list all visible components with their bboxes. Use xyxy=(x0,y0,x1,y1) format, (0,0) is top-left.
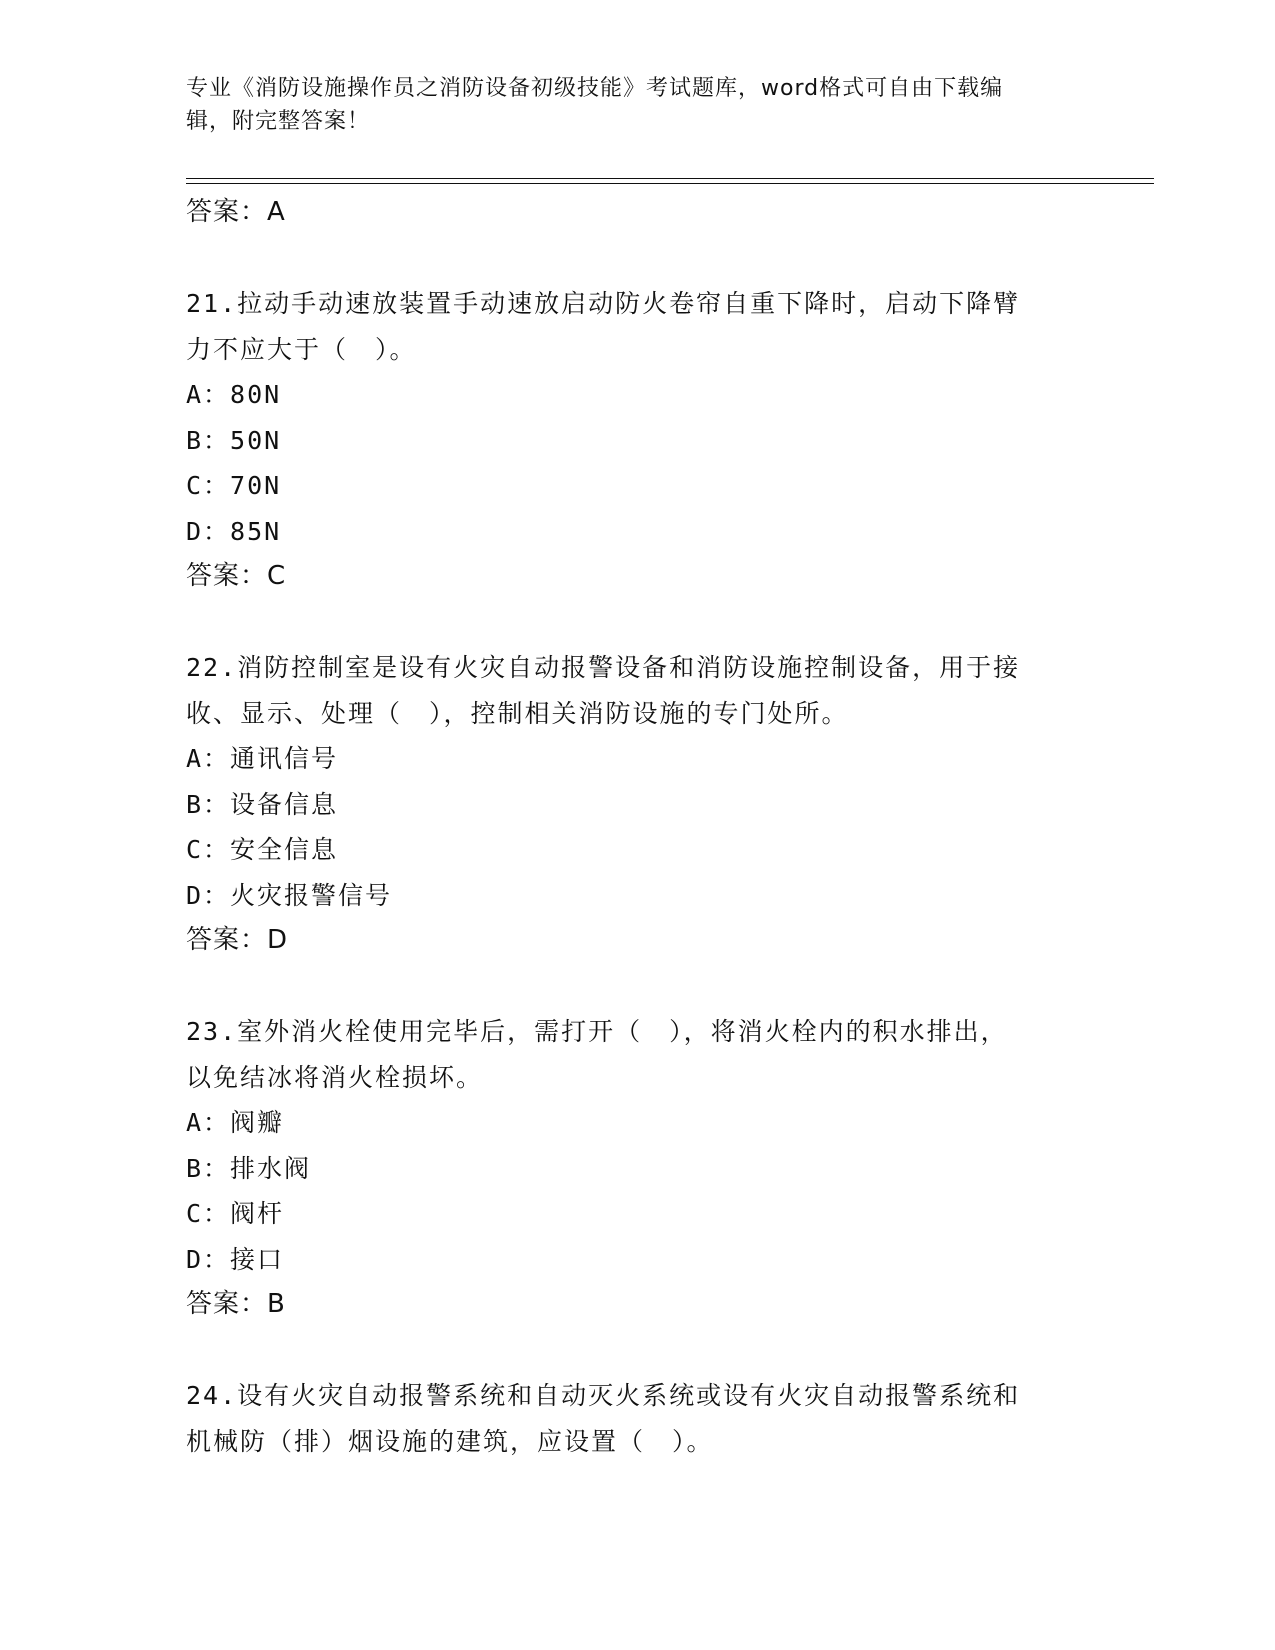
question-21 xyxy=(186,281,1086,600)
question-stem: 21.拉动手动速放装置手动速放启动防火卷帘自重下降时，启动下降臂 xyxy=(186,289,1021,318)
answer-line: 答案：A xyxy=(186,197,286,227)
header-line-1: 专业《消防设施操作员之消防设备初级技能》考试题库，word格式可自由下载编 xyxy=(186,76,1004,101)
question-stem: 22.消防控制室是设有火灾自动报警设备和消防设施控制设备，用于接 xyxy=(186,653,1021,682)
spacer xyxy=(186,1328,1086,1374)
option-a: A：通讯信号 xyxy=(186,744,339,773)
question-stem: 以免结冰将消火栓损坏。 xyxy=(186,1062,484,1092)
document-header xyxy=(186,72,1066,138)
question-22 xyxy=(186,645,1086,964)
question-stem: 机械防（排）烟设施的建筑，应设置（ ）。 xyxy=(186,1426,714,1456)
spacer xyxy=(186,600,1086,646)
option-b: B：设备信息 xyxy=(186,789,339,819)
question-24 xyxy=(186,1373,1086,1464)
spacer xyxy=(186,964,1086,1010)
spacer xyxy=(186,236,1086,282)
option-a: A：80N xyxy=(186,380,282,409)
option-c: C：70N xyxy=(186,471,282,500)
option-b: B：排水阀 xyxy=(186,1153,312,1183)
option-a: A：阀瓣 xyxy=(186,1108,285,1137)
option-b: B：50N xyxy=(186,425,282,455)
option-c: C：阀杆 xyxy=(186,1199,285,1228)
header-line-2: 辑，附完整答案！ xyxy=(186,109,371,134)
question-23 xyxy=(186,1009,1086,1328)
option-c: C：安全信息 xyxy=(186,835,339,864)
question-list xyxy=(186,190,1086,1464)
answer-line: 答案：B xyxy=(186,1289,286,1319)
question-stem: 力不应大于（ ）。 xyxy=(186,334,417,364)
header-rule-bottom xyxy=(186,183,1154,184)
answer-line: 答案：D xyxy=(186,925,289,955)
option-d: D：接口 xyxy=(186,1244,285,1274)
option-d: D：85N xyxy=(186,516,282,546)
question-stem: 收、显示、处理（ ），控制相关消防设施的专门处所。 xyxy=(186,698,849,728)
question-stem: 23.室外消火栓使用完毕后，需打开（ ），将消火栓内的积水排出， xyxy=(186,1017,1008,1046)
answer-line: 答案：C xyxy=(186,561,287,591)
header-rule-top xyxy=(186,178,1154,179)
option-d: D：火灾报警信号 xyxy=(186,880,393,910)
question-stem: 24.设有火灾自动报警系统和自动灭火系统或设有火灾自动报警系统和 xyxy=(186,1381,1021,1410)
